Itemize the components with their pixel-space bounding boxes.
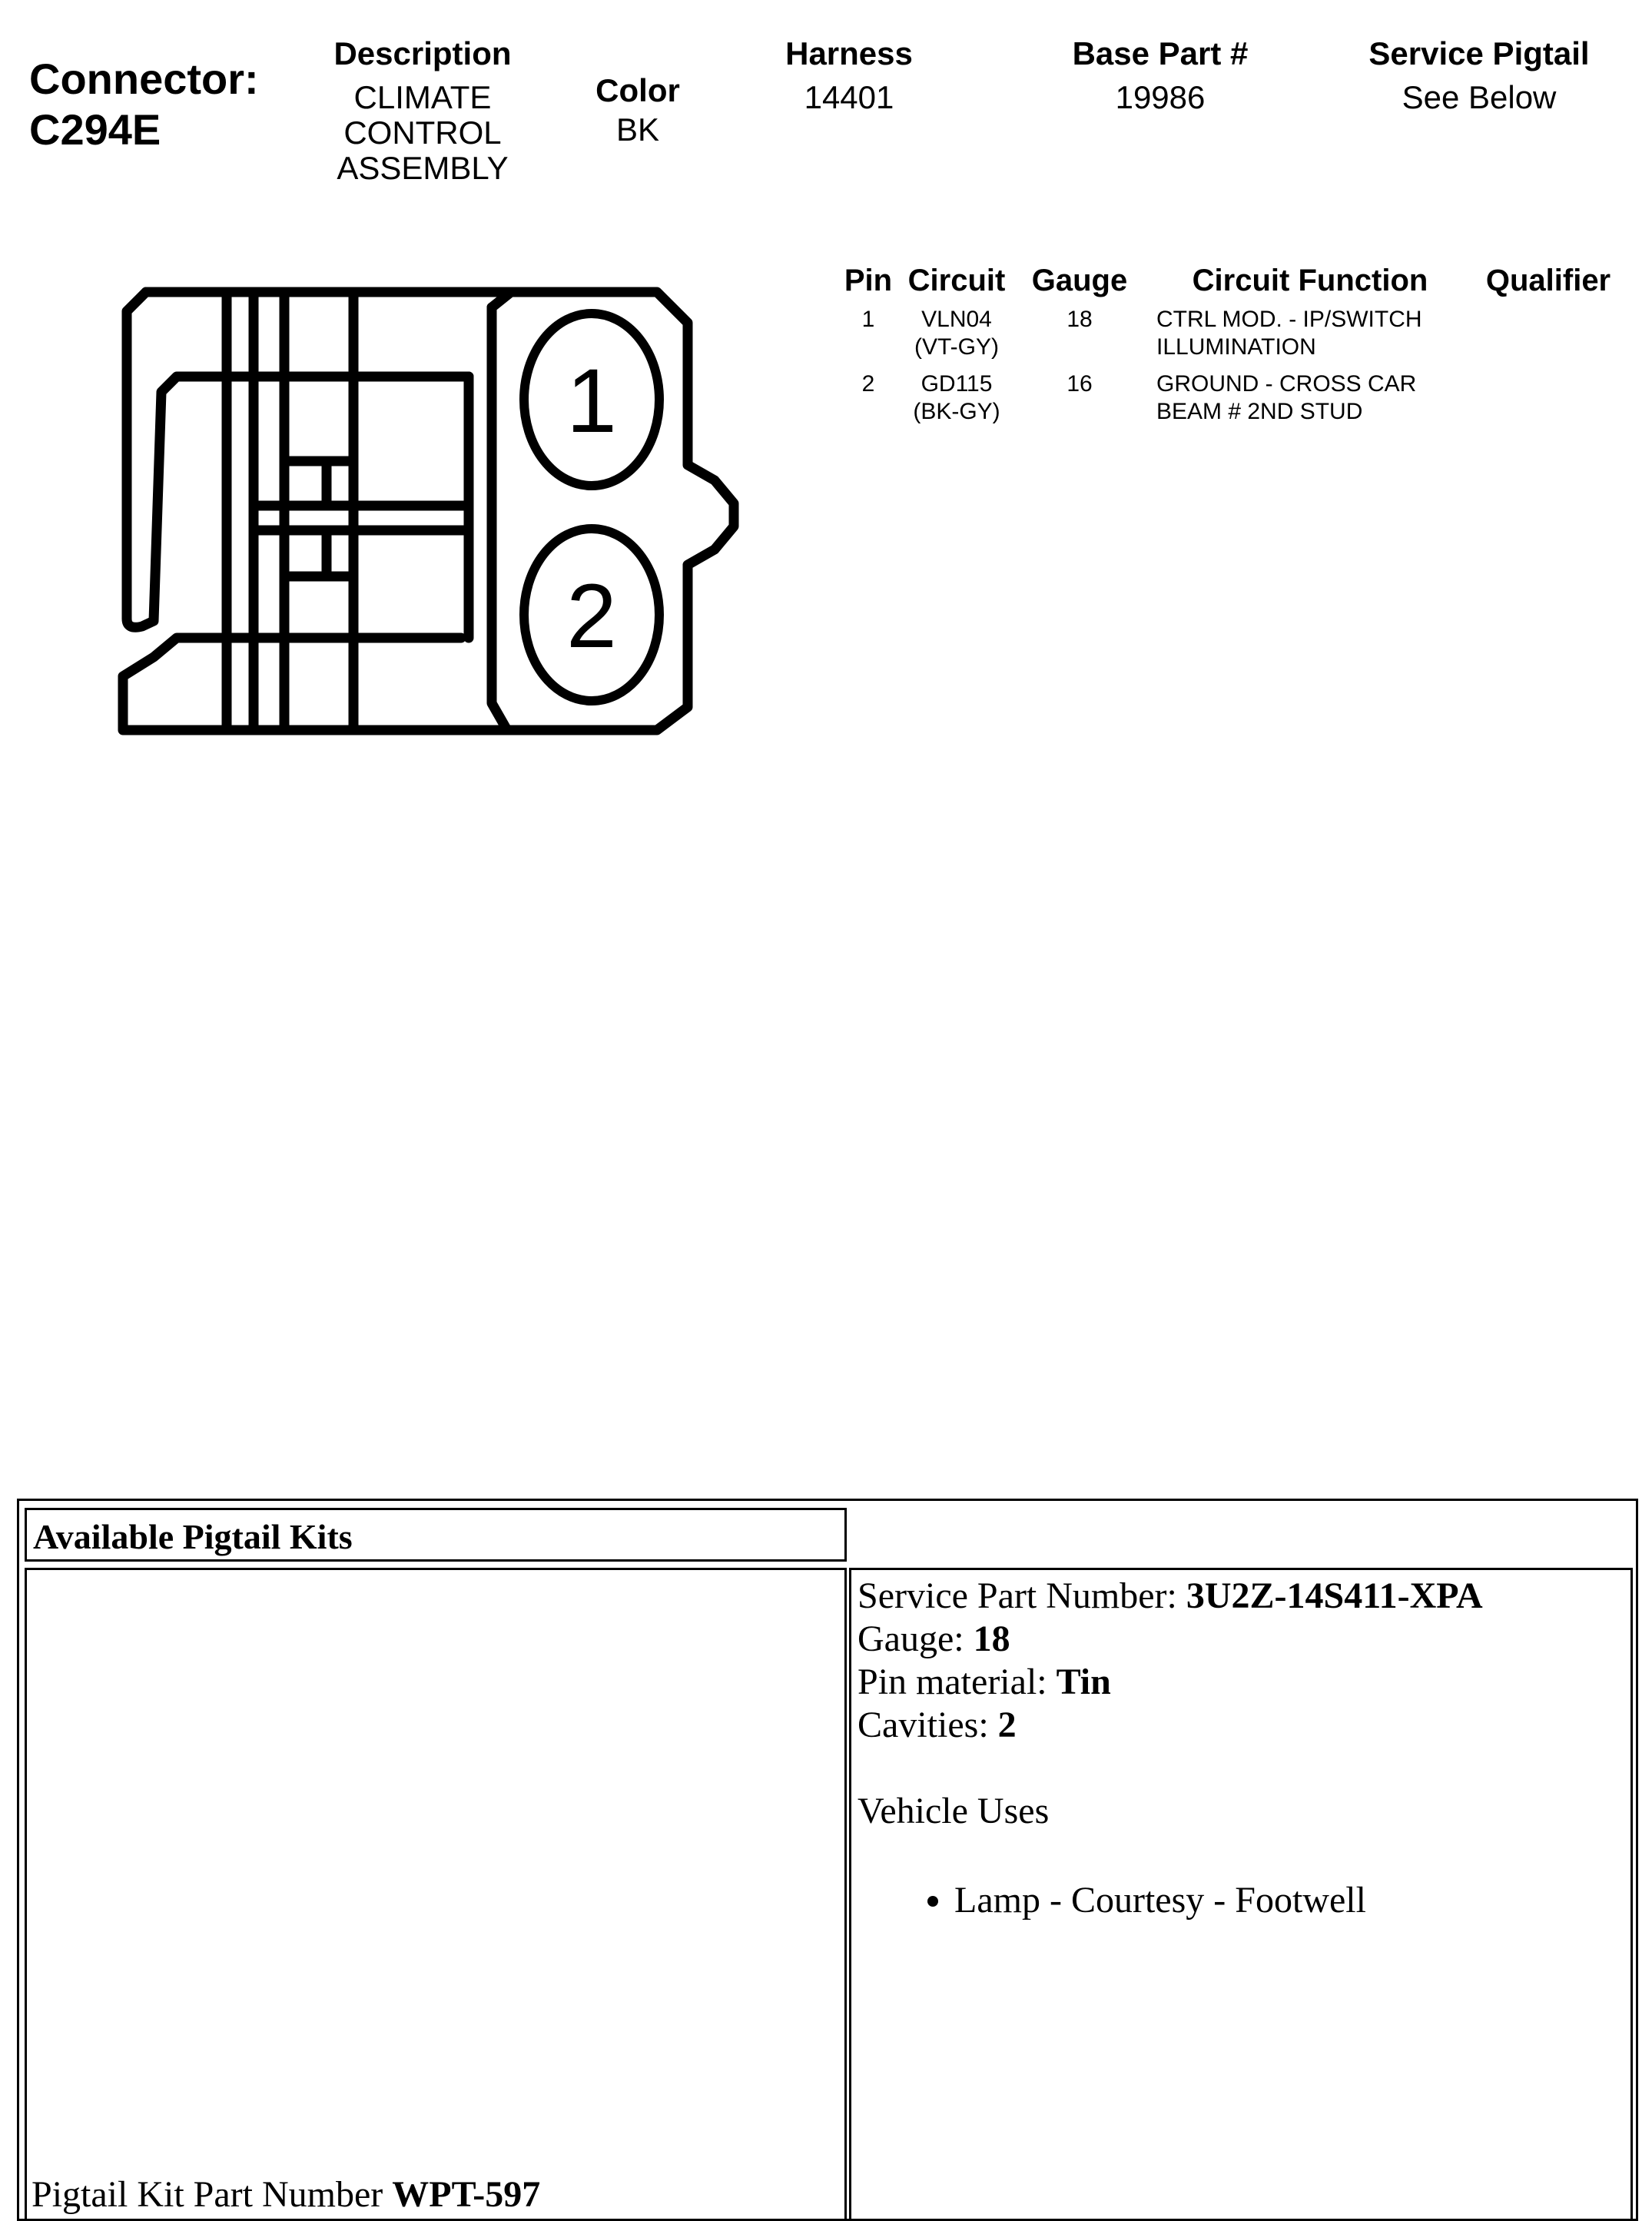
pin-material-label: Pin material: xyxy=(858,1662,1047,1702)
pin-table xyxy=(834,260,1633,435)
vehicle-uses-title: Vehicle Uses xyxy=(858,1791,1050,1831)
pin-material-line xyxy=(858,1661,1483,1704)
service-part-details xyxy=(849,1568,1633,2221)
circuit-function-header: Circuit Function xyxy=(1192,264,1428,297)
pin-material-value: Tin xyxy=(1056,1662,1111,1702)
description-value: CLIMATE CONTROL ASSEMBLY xyxy=(337,79,509,186)
connector-face-diagram xyxy=(100,277,761,753)
description-label: Description xyxy=(333,35,512,71)
pigtail-kits-title: Available Pigtail Kits xyxy=(33,1517,353,1556)
pin-table-header xyxy=(834,260,1633,306)
service-part-label: Service Part Number: xyxy=(858,1575,1177,1616)
gauge-label: Gauge: xyxy=(858,1618,964,1659)
circuit-header: Circuit xyxy=(907,264,1006,297)
pin-2-label: 2 xyxy=(566,566,617,667)
pin-1-label: 1 xyxy=(566,350,617,452)
pigtail-kits-header xyxy=(25,1508,847,1562)
vehicle-uses-list xyxy=(858,1879,1483,1922)
pigtail-kit-image-area xyxy=(25,1568,847,2221)
row-circuit: GD115 (BK-GY) xyxy=(913,371,1000,424)
gauge-line xyxy=(858,1618,1483,1661)
kit-part-value: WPT-597 xyxy=(392,2174,541,2215)
list-item: • Lamp - Courtesy - Footwell xyxy=(954,1879,1483,1922)
service-part-value: 3U2Z-14S411-XPA xyxy=(1186,1575,1483,1616)
color-value: BK xyxy=(615,111,660,148)
base-part-column xyxy=(1045,32,1275,115)
table-row xyxy=(834,370,1633,435)
harness-column xyxy=(738,32,960,115)
connector-title xyxy=(29,54,259,155)
harness-value: 14401 xyxy=(804,79,894,115)
service-part-line xyxy=(858,1575,1483,1618)
color-label: Color xyxy=(595,72,680,108)
row-function: GROUND - CROSS CAR BEAM # 2ND STUD xyxy=(1156,371,1417,424)
description-column xyxy=(292,32,553,186)
cavities-value: 2 xyxy=(997,1705,1017,1745)
harness-label: Harness xyxy=(785,35,913,71)
gauge-header: Gauge xyxy=(1031,264,1128,297)
service-pigtail-column xyxy=(1337,32,1621,115)
row-pin: 1 xyxy=(861,307,875,332)
gauge-value: 18 xyxy=(973,1618,1010,1659)
row-qualifier xyxy=(1464,370,1633,435)
row-gauge: 18 xyxy=(1067,307,1093,332)
service-pigtail-value: See Below xyxy=(1402,79,1557,115)
qualifier-header: Qualifier xyxy=(1485,264,1611,297)
color-column xyxy=(569,69,707,148)
row-gauge: 16 xyxy=(1067,371,1093,397)
cavities-label: Cavities: xyxy=(858,1705,989,1745)
base-part-label: Base Part # xyxy=(1072,35,1249,71)
table-row xyxy=(834,306,1633,370)
cavities-line xyxy=(858,1704,1483,1747)
row-pin: 2 xyxy=(861,371,875,397)
kit-part-label: Pigtail Kit Part Number xyxy=(32,2174,383,2215)
service-pigtail-label: Service Pigtail xyxy=(1368,35,1590,71)
connector-id: C294E xyxy=(29,105,161,154)
row-circuit: VLN04 (VT-GY) xyxy=(914,307,999,360)
connector-label: Connector: xyxy=(29,55,259,103)
base-part-value: 19986 xyxy=(1115,79,1206,115)
pin-header: Pin xyxy=(844,264,893,297)
row-function: CTRL MOD. - IP/SWITCH ILLUMINATION xyxy=(1156,307,1422,360)
row-qualifier xyxy=(1464,306,1633,370)
